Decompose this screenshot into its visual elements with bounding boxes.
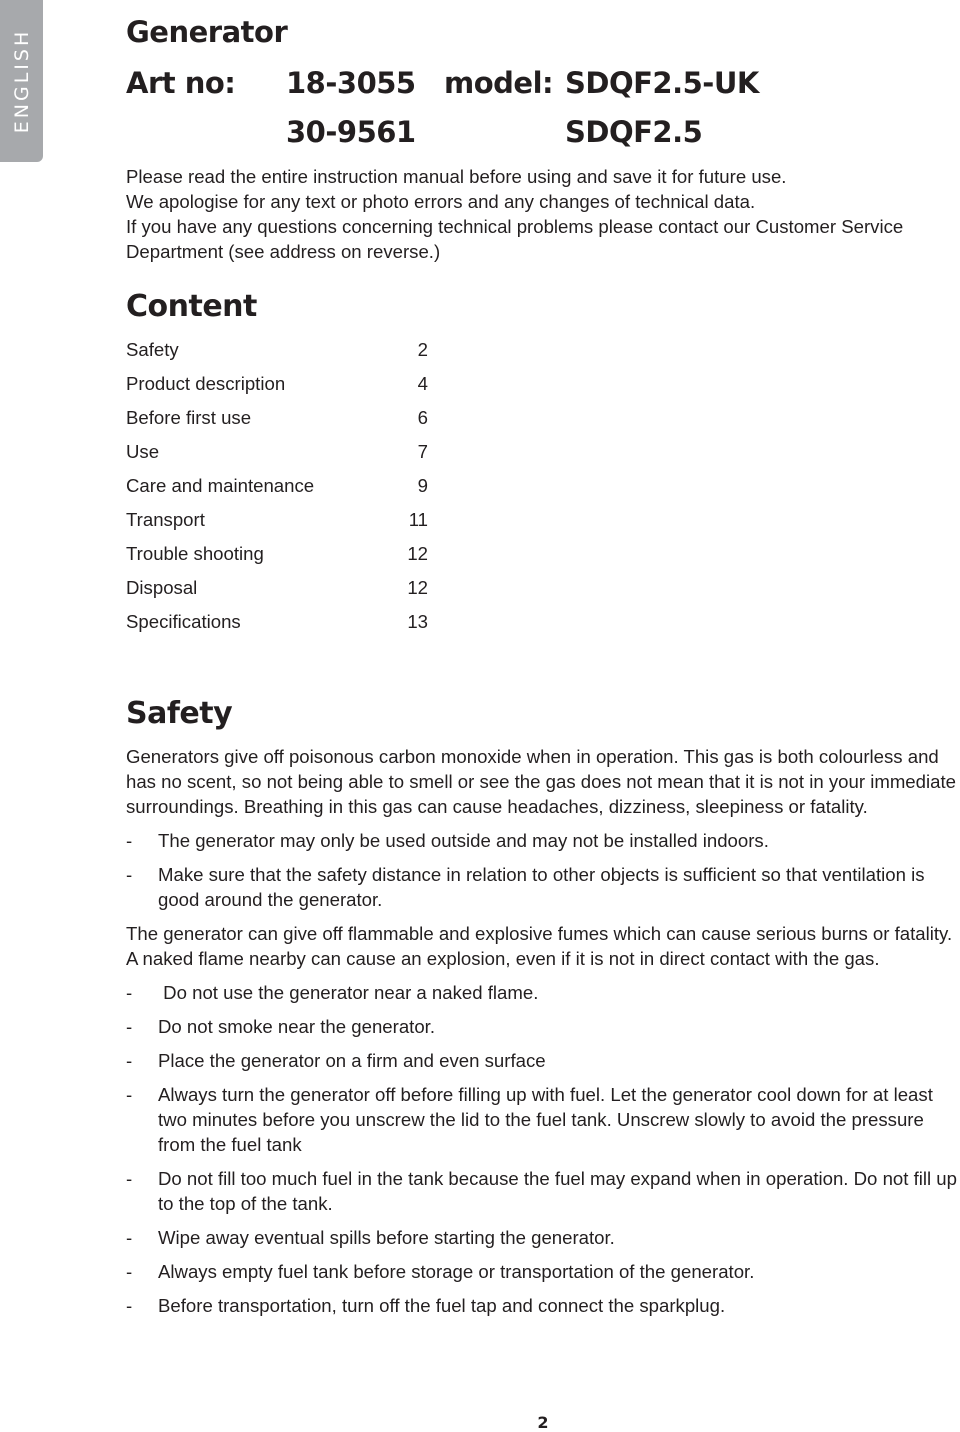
bullet-dash: - [126, 830, 133, 851]
list-item [126, 1166, 960, 1216]
list-item-text: Always turn the generator off before filling up with fuel. Let the generator cool down for at least two minutes before you unscrew the lid to the fuel tank. Unscrew slowly to avoid the pressure from the fuel tank [158, 1084, 933, 1155]
list-item-text: The generator may only be used outside and may not be installed indoors. [158, 830, 769, 851]
toc-label: Product description [126, 373, 286, 394]
model-2: SDQF2.5 [565, 115, 703, 149]
list-item [126, 1048, 960, 1073]
art-no-label: Art no: [126, 66, 236, 100]
list-item-text: Do not use the generator near a naked flame. [158, 982, 539, 1003]
document-title: Generator [126, 15, 288, 49]
list-item [126, 1082, 960, 1157]
toc-row [126, 472, 428, 506]
toc-label: Transport [126, 509, 205, 530]
list-item [126, 1014, 960, 1039]
list-item-text: Before transportation, turn off the fuel tap and connect the sparkplug. [158, 1295, 726, 1316]
list-item-text: Make sure that the safety distance in relation to other objects is sufficient so that ventilation is good around the generator. [158, 864, 925, 910]
toc-row [126, 506, 428, 540]
toc-page: 9 [417, 475, 428, 496]
bullet-dash: - [126, 1295, 133, 1316]
toc-row [126, 370, 428, 404]
bullet-dash: - [126, 1227, 133, 1248]
toc-page: 11 [408, 509, 428, 530]
toc-row [126, 404, 428, 438]
toc-row [126, 608, 428, 642]
toc-page: 12 [407, 577, 428, 598]
toc-page: 2 [417, 339, 428, 360]
list-item-text: Wipe away eventual spills before starting the generator. [158, 1227, 615, 1248]
toc-page: 7 [417, 441, 428, 462]
safety-paragraph: Generators give off poisonous carbon monoxide when in operation. This gas is both colourless and has no scent, so not being able to smell or see the gas does not mean that it is not in your immediate surroundings. Breathing in this gas can cause headaches, dizziness, sleepiness or fatality. [126, 746, 956, 817]
art-no-2: 30-9561 [286, 115, 416, 149]
safety-list [126, 980, 960, 1318]
safety-section [126, 744, 960, 1327]
toc-label: Disposal [126, 577, 198, 598]
table-of-contents [126, 336, 428, 642]
language-tab-label: ENGLISH [10, 28, 33, 134]
bullet-dash: - [126, 1261, 133, 1282]
bullet-dash: - [126, 1016, 133, 1037]
safety-heading: Safety [126, 696, 233, 731]
intro-line: If you have any questions concerning technical problems please contact our Customer Service Department (see address on reverse.) [126, 216, 904, 262]
language-tab [0, 0, 43, 162]
toc-page: 4 [417, 373, 428, 394]
list-item-text: Do not fill too much fuel in the tank because the fuel may expand when in operation. Do not fill up to the top of the tank. [158, 1168, 957, 1214]
list-item [126, 862, 960, 912]
model-1: SDQF2.5-UK [565, 66, 759, 100]
art-no-1: 18-3055 [286, 66, 416, 100]
model-label: model: [444, 66, 554, 100]
toc-page: 6 [417, 407, 428, 428]
bullet-dash: - [126, 864, 133, 885]
intro-text [126, 164, 926, 264]
toc-label: Before first use [126, 407, 252, 428]
toc-page: 12 [407, 543, 428, 564]
toc-row [126, 336, 428, 370]
toc-label: Safety [126, 339, 179, 360]
toc-label: Use [126, 441, 160, 462]
list-item-text: Always empty fuel tank before storage or transportation of the generator. [158, 1261, 755, 1282]
toc-label: Care and maintenance [126, 475, 315, 496]
toc-label: Specifications [126, 611, 241, 632]
toc-page: 13 [407, 611, 428, 632]
bullet-dash: - [126, 1050, 133, 1071]
bullet-dash: - [126, 982, 133, 1003]
safety-list [126, 828, 960, 912]
list-item-text: Do not smoke near the generator. [158, 1016, 436, 1037]
page-number: 2 [537, 1413, 549, 1432]
list-item [126, 1293, 960, 1318]
list-item [126, 980, 960, 1005]
content-heading: Content [126, 289, 257, 324]
list-item-text: Place the generator on a firm and even surface [158, 1050, 546, 1071]
intro-line: We apologise for any text or photo errors and any changes of technical data. [126, 191, 756, 212]
bullet-dash: - [126, 1168, 133, 1189]
safety-paragraph: The generator can give off flammable and explosive fumes which can cause serious burns or fatality. A naked flame nearby can cause an explosion, even if it is not in direct contact with the gas. [126, 923, 953, 969]
list-item [126, 1225, 960, 1250]
list-item [126, 1259, 960, 1284]
toc-row [126, 574, 428, 608]
intro-line: Please read the entire instruction manual before using and save it for future use. [126, 166, 787, 187]
toc-row [126, 438, 428, 472]
toc-row [126, 540, 428, 574]
bullet-dash: - [126, 1084, 133, 1105]
toc-label: Trouble shooting [126, 543, 264, 564]
list-item [126, 828, 960, 853]
